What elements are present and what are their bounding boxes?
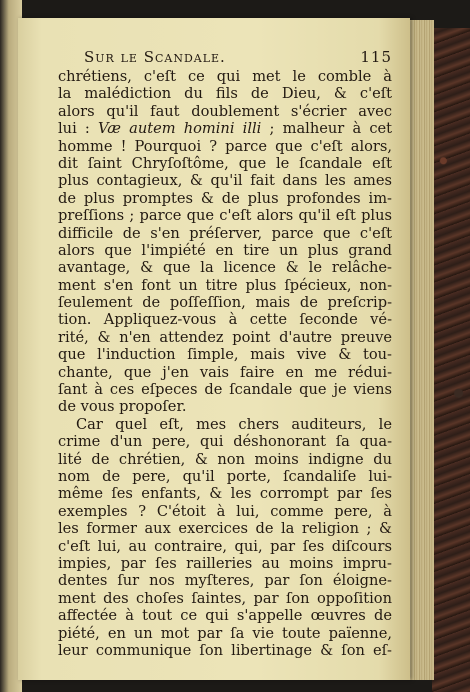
page-text [58,48,392,659]
text-line: ſant à ces eſpeces de ſcandale que je viens [58,381,392,399]
text-line: dit ſaint Chryſoſtôme, que le ſcandale eſt [58,154,392,172]
text-line: leur communique ſon libertinage & ſon eſ- [58,641,392,659]
text-line: même ſes enfants, & les corrompt par ſes [58,485,392,503]
text-line: ſeulement de poſſeſſion, mais de preſcrip- [58,294,392,312]
text-line: ment s'en font un titre plus ſpécieux, non- [58,276,392,294]
text-line: exemples ? C'étoit à lui, comme pere, à [58,502,392,520]
text-line: difficile de s'en préſerver, parce que c'eſt [58,224,392,242]
text-line: impies, par ſes railleries au moins impru- [58,554,392,572]
text-line: de vous propoſer. [58,398,187,416]
text-line: avantage, & que la licence & le relâche- [58,259,392,277]
marbled-cover-board [432,28,470,692]
text-line: plus contagieux, & qu'il fait dans les ames [58,172,392,190]
text-line: homme ! Pourquoi ? parce que c'eſt alors, [58,137,392,155]
text-line: lui : Væ autem homini illi ; malheur à cet [58,120,392,138]
text-line: piété, en un mot par ſa vie toute païenne, [58,624,392,642]
text-line: crime d'un pere, qui déshonorant ſa qua- [58,433,392,451]
text-line: nom de pere, qu'il porte, ſcandaliſe lui- [58,467,392,485]
text-line: Car quel eſt, mes chers auditeurs, le [76,415,392,433]
text-line: la malédiction du fils de Dieu, & c'eſt [58,85,392,103]
text-line: affectée à tout ce qui s'appelle œuvres de [58,607,392,625]
text-line: lité de chrétien, & non moins indigne du [58,450,392,468]
latin-quotation: Væ autem homini illi [98,120,262,138]
text-line: rité, & n'en attendez point d'autre preuve [58,328,392,346]
text-line: dentes ſur nos myſteres, par ſon éloigne- [58,572,392,590]
text-line: ment des choſes ſaintes, par ſon oppoſition [58,589,392,607]
text-line: alors que l'impiété en tire un plus grand [58,241,392,259]
text-line: les former aux exercices de la religion ; & [58,520,392,538]
running-head [84,48,392,66]
running-head-title: Sur le Scandale. [84,48,226,66]
text-line: tion. Appliquez-vous à cette ſeconde vé- [58,311,392,329]
text-line: alors qu'il faut doublement s'écrier avec [58,102,392,120]
paragraph-2 [58,416,392,659]
text-line: preſſions ; parce que c'eſt alors qu'il eſt plus [58,207,392,225]
text-line: de plus promptes & de plus profondes im- [58,189,392,207]
text-line: c'eſt lui, au contraire, qui, par ſes diſcours [58,537,392,555]
text-line: chante, que j'en vais faire en me rédui- [58,363,392,381]
page-number: 115 [360,48,392,66]
text-line: chrétiens, c'eſt ce qui met le comble à [58,68,392,85]
paragraph-1 [58,68,392,416]
text-line: que l'induction ſimple, mais vive & tou- [58,346,392,364]
